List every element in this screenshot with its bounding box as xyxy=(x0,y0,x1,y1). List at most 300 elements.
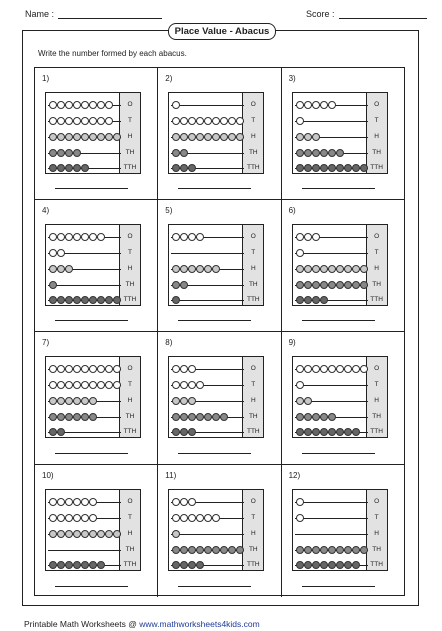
abacus-bead xyxy=(73,296,81,304)
problem-number: 7) xyxy=(42,338,50,348)
abacus-bead xyxy=(312,365,320,373)
footer-site-link[interactable]: www.mathworksheets4kids.com xyxy=(139,619,260,629)
abacus-bead xyxy=(172,296,180,304)
abacus-bead xyxy=(172,133,180,141)
abacus-bead xyxy=(89,133,97,141)
abacus-bead xyxy=(172,428,180,436)
abacus-bead xyxy=(220,546,228,554)
abacus-bead xyxy=(73,381,81,389)
abacus-bead xyxy=(320,413,328,421)
abacus-bead xyxy=(196,233,204,241)
abacus-bead xyxy=(49,428,57,436)
abacus-bead xyxy=(312,149,320,157)
abacus-bead xyxy=(81,117,89,125)
abacus-rod xyxy=(295,518,368,519)
abacus-bead xyxy=(97,117,105,125)
place-value-label: H xyxy=(127,133,133,140)
abacus-bead xyxy=(312,546,320,554)
name-label: Name : xyxy=(25,9,55,19)
abacus-bead xyxy=(81,530,89,538)
footer-prefix: Printable Math Worksheets @ xyxy=(24,619,140,629)
abacus-bead xyxy=(304,133,312,141)
abacus-bead xyxy=(352,561,360,569)
place-value-label: TH xyxy=(248,149,258,156)
place-value-label: TTH xyxy=(246,164,260,171)
place-value-label: H xyxy=(374,529,379,537)
abacus-bead xyxy=(304,546,312,554)
abacus-bead xyxy=(228,546,236,554)
abacus-bead xyxy=(304,149,312,157)
abacus-bead xyxy=(228,133,236,141)
place-value-label: TH xyxy=(372,149,381,156)
place-value-label: TTH xyxy=(370,560,383,568)
abacus-rod xyxy=(171,534,244,535)
abacus-bead xyxy=(97,561,105,569)
abacus-bead xyxy=(73,413,81,421)
abacus-problem xyxy=(158,200,281,332)
abacus-bead xyxy=(57,381,65,389)
place-value-label: H xyxy=(250,133,256,140)
abacus-bead xyxy=(172,498,180,506)
abacus-bead xyxy=(180,428,188,436)
abacus-bead xyxy=(105,530,113,538)
abacus-bead xyxy=(172,381,180,389)
abacus-bead xyxy=(304,233,312,241)
abacus-bead xyxy=(344,164,352,172)
place-value-label: TH xyxy=(125,545,135,553)
abacus-bead xyxy=(320,164,328,172)
abacus xyxy=(45,356,141,438)
place-value-label: T xyxy=(128,117,132,124)
abacus-bead xyxy=(105,117,113,125)
problem-number: 9) xyxy=(288,338,296,348)
abacus-bead xyxy=(57,249,65,257)
abacus-bead xyxy=(188,514,196,522)
abacus xyxy=(292,489,388,571)
abacus-bead xyxy=(57,233,65,241)
abacus-bead xyxy=(344,281,352,289)
abacus-bead xyxy=(57,413,65,421)
problem-number: 10) xyxy=(42,470,54,480)
abacus-bead xyxy=(172,265,180,273)
abacus-bead xyxy=(73,164,81,172)
abacus-bead xyxy=(65,164,73,172)
abacus-bead xyxy=(188,561,196,569)
place-value-label: H xyxy=(127,397,133,405)
abacus-bead xyxy=(57,117,65,125)
abacus-bead xyxy=(180,281,188,289)
abacus-bead xyxy=(65,296,73,304)
abacus-problem xyxy=(158,68,281,200)
abacus-bead xyxy=(65,498,73,506)
abacus-bead xyxy=(212,265,220,273)
abacus-bead xyxy=(81,101,89,109)
abacus-bead xyxy=(296,546,304,554)
abacus-bead xyxy=(188,365,196,373)
abacus-bead xyxy=(188,117,196,125)
abacus-bead xyxy=(81,498,89,506)
abacus-bead xyxy=(296,365,304,373)
answer-line[interactable] xyxy=(55,586,128,587)
answer-line[interactable] xyxy=(302,453,375,454)
abacus-bead xyxy=(73,561,81,569)
abacus-bead xyxy=(180,413,188,421)
abacus-bead xyxy=(57,561,65,569)
abacus-bead xyxy=(336,164,344,172)
abacus-bead xyxy=(212,117,220,125)
abacus-bead xyxy=(296,428,304,436)
abacus-rod xyxy=(295,121,368,122)
abacus-bead xyxy=(180,365,188,373)
abacus-bead xyxy=(188,381,196,389)
abacus-bead xyxy=(49,249,57,257)
place-value-label: H xyxy=(374,133,379,140)
answer-line[interactable] xyxy=(302,586,375,587)
abacus-bead xyxy=(172,561,180,569)
abacus-bead xyxy=(336,546,344,554)
abacus-bead xyxy=(228,117,236,125)
abacus-bead xyxy=(49,561,57,569)
place-value-label: H xyxy=(250,529,256,537)
abacus-bead xyxy=(81,296,89,304)
place-value-label: TTH xyxy=(246,296,260,304)
abacus-bead xyxy=(196,381,204,389)
place-value-label: TTH xyxy=(123,296,137,304)
abacus-bead xyxy=(57,149,65,157)
abacus-bead xyxy=(57,101,65,109)
abacus-bead xyxy=(196,413,204,421)
abacus-bead xyxy=(65,397,73,405)
abacus-bead xyxy=(328,281,336,289)
abacus-bead xyxy=(57,164,65,172)
abacus-bead xyxy=(180,397,188,405)
abacus-bead xyxy=(328,365,336,373)
abacus-bead xyxy=(65,561,73,569)
abacus-rod xyxy=(295,534,368,535)
abacus-bead xyxy=(81,233,89,241)
abacus-bead xyxy=(65,117,73,125)
answer-line[interactable] xyxy=(178,453,251,454)
abacus-bead xyxy=(296,296,304,304)
worksheet-title: Place Value - Abacus xyxy=(168,23,276,40)
abacus-rod xyxy=(171,253,244,254)
abacus-bead xyxy=(344,561,352,569)
place-value-label: O xyxy=(250,365,256,373)
abacus-bead xyxy=(204,117,212,125)
abacus-bead xyxy=(49,149,57,157)
abacus-bead xyxy=(320,281,328,289)
place-value-label: O xyxy=(250,497,256,505)
abacus-problem xyxy=(282,332,405,464)
place-value-label: O xyxy=(127,233,133,241)
answer-line[interactable] xyxy=(178,320,251,321)
abacus-bead xyxy=(352,265,360,273)
place-value-label: O xyxy=(127,365,133,373)
abacus-bead xyxy=(188,428,196,436)
abacus-bead xyxy=(97,530,105,538)
abacus-bead xyxy=(196,133,204,141)
abacus-bead xyxy=(296,164,304,172)
abacus-bead xyxy=(49,397,57,405)
abacus-bead xyxy=(172,101,180,109)
place-value-label: O xyxy=(374,233,380,241)
abacus-bead xyxy=(89,296,97,304)
problem-grid xyxy=(34,67,405,596)
abacus-bead xyxy=(172,233,180,241)
abacus-bead xyxy=(81,561,89,569)
place-value-label: T xyxy=(374,249,379,257)
problem-number: 1) xyxy=(42,74,50,83)
abacus-bead xyxy=(188,164,196,172)
abacus-bead xyxy=(97,381,105,389)
place-value-label: T xyxy=(251,381,256,389)
score-blank-line[interactable] xyxy=(339,18,427,19)
place-value-label: TH xyxy=(125,149,135,156)
abacus-bead xyxy=(180,117,188,125)
abacus-bead xyxy=(304,296,312,304)
answer-line[interactable] xyxy=(55,453,128,454)
abacus-bead xyxy=(320,365,328,373)
abacus-bead xyxy=(65,149,73,157)
abacus xyxy=(45,92,141,174)
place-value-label: TTH xyxy=(246,428,260,436)
answer-line[interactable] xyxy=(55,188,128,189)
abacus-bead xyxy=(336,149,344,157)
abacus-bead xyxy=(304,413,312,421)
problem-number: 11) xyxy=(165,470,177,480)
abacus-bead xyxy=(73,117,81,125)
abacus xyxy=(45,224,141,306)
abacus-bead xyxy=(188,546,196,554)
abacus-bead xyxy=(73,233,81,241)
abacus-bead xyxy=(73,530,81,538)
abacus-bead xyxy=(89,365,97,373)
abacus-bead xyxy=(97,365,105,373)
abacus-bead xyxy=(320,428,328,436)
name-blank-line[interactable] xyxy=(58,18,162,19)
footer xyxy=(24,619,260,629)
abacus-problem xyxy=(282,68,405,200)
problem-number: 12) xyxy=(288,470,301,480)
place-value-label: T xyxy=(374,513,379,521)
abacus-bead xyxy=(65,101,73,109)
abacus xyxy=(168,224,264,306)
abacus-rod xyxy=(171,105,244,106)
abacus-bead xyxy=(296,397,304,405)
place-value-label: T xyxy=(374,117,379,124)
abacus-bead xyxy=(352,428,360,436)
problem-number: 4) xyxy=(42,206,50,216)
place-value-label: H xyxy=(127,265,133,273)
abacus-bead xyxy=(49,281,57,289)
abacus-bead xyxy=(57,428,65,436)
abacus-bead xyxy=(220,413,228,421)
abacus-bead xyxy=(180,498,188,506)
place-value-label: TH xyxy=(372,281,381,289)
abacus-bead xyxy=(336,265,344,273)
abacus-bead xyxy=(49,133,57,141)
abacus-bead xyxy=(352,164,360,172)
abacus-bead xyxy=(196,561,204,569)
abacus-bead xyxy=(188,498,196,506)
place-value-label: T xyxy=(251,513,256,521)
abacus-bead xyxy=(196,546,204,554)
abacus-bead xyxy=(196,514,204,522)
abacus-bead xyxy=(312,265,320,273)
abacus-bead xyxy=(312,413,320,421)
place-value-label: O xyxy=(374,497,380,505)
abacus-bead xyxy=(296,413,304,421)
abacus-bead xyxy=(81,164,89,172)
abacus-bead xyxy=(336,428,344,436)
problem-number: 8) xyxy=(165,338,173,348)
abacus-bead xyxy=(89,117,97,125)
answer-line[interactable] xyxy=(178,188,251,189)
abacus-bead xyxy=(49,498,57,506)
abacus xyxy=(292,92,388,174)
abacus-rod xyxy=(295,385,368,386)
abacus-bead xyxy=(97,233,105,241)
place-value-label: T xyxy=(251,117,256,124)
score-field[interactable] xyxy=(306,9,427,19)
abacus-bead xyxy=(336,561,344,569)
abacus-problem xyxy=(35,465,158,597)
abacus-bead xyxy=(212,413,220,421)
abacus-bead xyxy=(73,514,81,522)
abacus-bead xyxy=(180,546,188,554)
abacus-bead xyxy=(180,561,188,569)
abacus-problem xyxy=(158,465,281,597)
abacus-bead xyxy=(204,514,212,522)
place-value-label: TH xyxy=(372,545,381,553)
problem-number: 2) xyxy=(165,74,173,83)
place-value-label: T xyxy=(251,249,256,257)
abacus-bead xyxy=(81,514,89,522)
abacus-bead xyxy=(312,281,320,289)
abacus-bead xyxy=(304,365,312,373)
abacus-bead xyxy=(57,296,65,304)
place-value-label: H xyxy=(127,529,133,537)
abacus-bead xyxy=(296,514,304,522)
name-field[interactable] xyxy=(25,9,162,19)
answer-line[interactable] xyxy=(178,586,251,587)
abacus-bead xyxy=(312,561,320,569)
abacus-bead xyxy=(344,546,352,554)
abacus-bead xyxy=(312,133,320,141)
abacus xyxy=(292,224,388,306)
abacus-bead xyxy=(57,133,65,141)
abacus xyxy=(45,489,141,571)
abacus-bead xyxy=(180,233,188,241)
abacus-bead xyxy=(172,281,180,289)
place-value-label: TH xyxy=(248,413,258,421)
abacus-bead xyxy=(296,561,304,569)
abacus-bead xyxy=(57,397,65,405)
answer-line[interactable] xyxy=(302,188,375,189)
problem-number: 3) xyxy=(288,74,296,83)
abacus-bead xyxy=(89,514,97,522)
abacus-bead xyxy=(212,546,220,554)
abacus-bead xyxy=(304,397,312,405)
abacus-bead xyxy=(204,546,212,554)
abacus-bead xyxy=(49,101,57,109)
abacus-bead xyxy=(97,133,105,141)
abacus-bead xyxy=(304,428,312,436)
place-value-label: TTH xyxy=(123,560,137,568)
abacus-bead xyxy=(304,561,312,569)
abacus-bead xyxy=(220,117,228,125)
place-value-label: TH xyxy=(248,545,258,553)
abacus-bead xyxy=(49,514,57,522)
abacus-bead xyxy=(81,381,89,389)
abacus-bead xyxy=(49,117,57,125)
answer-line[interactable] xyxy=(302,320,375,321)
abacus-bead xyxy=(49,233,57,241)
abacus-bead xyxy=(220,133,228,141)
abacus-bead xyxy=(97,101,105,109)
abacus-bead xyxy=(344,265,352,273)
abacus-bead xyxy=(97,296,105,304)
abacus-bead xyxy=(180,265,188,273)
answer-line[interactable] xyxy=(55,320,128,321)
abacus-bead xyxy=(89,413,97,421)
abacus-bead xyxy=(188,233,196,241)
abacus-bead xyxy=(312,101,320,109)
abacus-bead xyxy=(49,530,57,538)
place-value-label: O xyxy=(374,365,380,373)
abacus-bead xyxy=(196,117,204,125)
abacus-bead xyxy=(320,296,328,304)
abacus-bead xyxy=(65,381,73,389)
abacus-bead xyxy=(296,265,304,273)
abacus-bead xyxy=(320,149,328,157)
abacus-bead xyxy=(49,164,57,172)
place-value-label: O xyxy=(374,101,380,108)
abacus-bead xyxy=(328,164,336,172)
abacus-bead xyxy=(89,561,97,569)
abacus-bead xyxy=(336,281,344,289)
abacus-bead xyxy=(336,365,344,373)
abacus-bead xyxy=(89,498,97,506)
abacus-bead xyxy=(89,397,97,405)
place-value-label: T xyxy=(128,513,132,521)
abacus-bead xyxy=(180,514,188,522)
abacus-bead xyxy=(172,149,180,157)
place-value-label: TTH xyxy=(370,164,383,171)
abacus xyxy=(292,356,388,438)
abacus-bead xyxy=(328,561,336,569)
abacus-bead xyxy=(320,101,328,109)
abacus-bead xyxy=(296,133,304,141)
place-value-label: TH xyxy=(372,413,381,421)
abacus-bead xyxy=(172,514,180,522)
abacus-bead xyxy=(312,164,320,172)
abacus-rod xyxy=(48,550,121,551)
abacus-bead xyxy=(81,133,89,141)
abacus-bead xyxy=(204,413,212,421)
abacus-bead xyxy=(312,428,320,436)
abacus-bead xyxy=(352,365,360,373)
abacus-bead xyxy=(73,498,81,506)
place-value-label: O xyxy=(250,101,256,108)
abacus-bead xyxy=(180,149,188,157)
abacus-bead xyxy=(81,413,89,421)
problem-number: 5) xyxy=(165,206,173,216)
abacus-bead xyxy=(105,101,113,109)
abacus-bead xyxy=(304,281,312,289)
abacus-bead xyxy=(65,530,73,538)
abacus-problem xyxy=(35,68,158,200)
